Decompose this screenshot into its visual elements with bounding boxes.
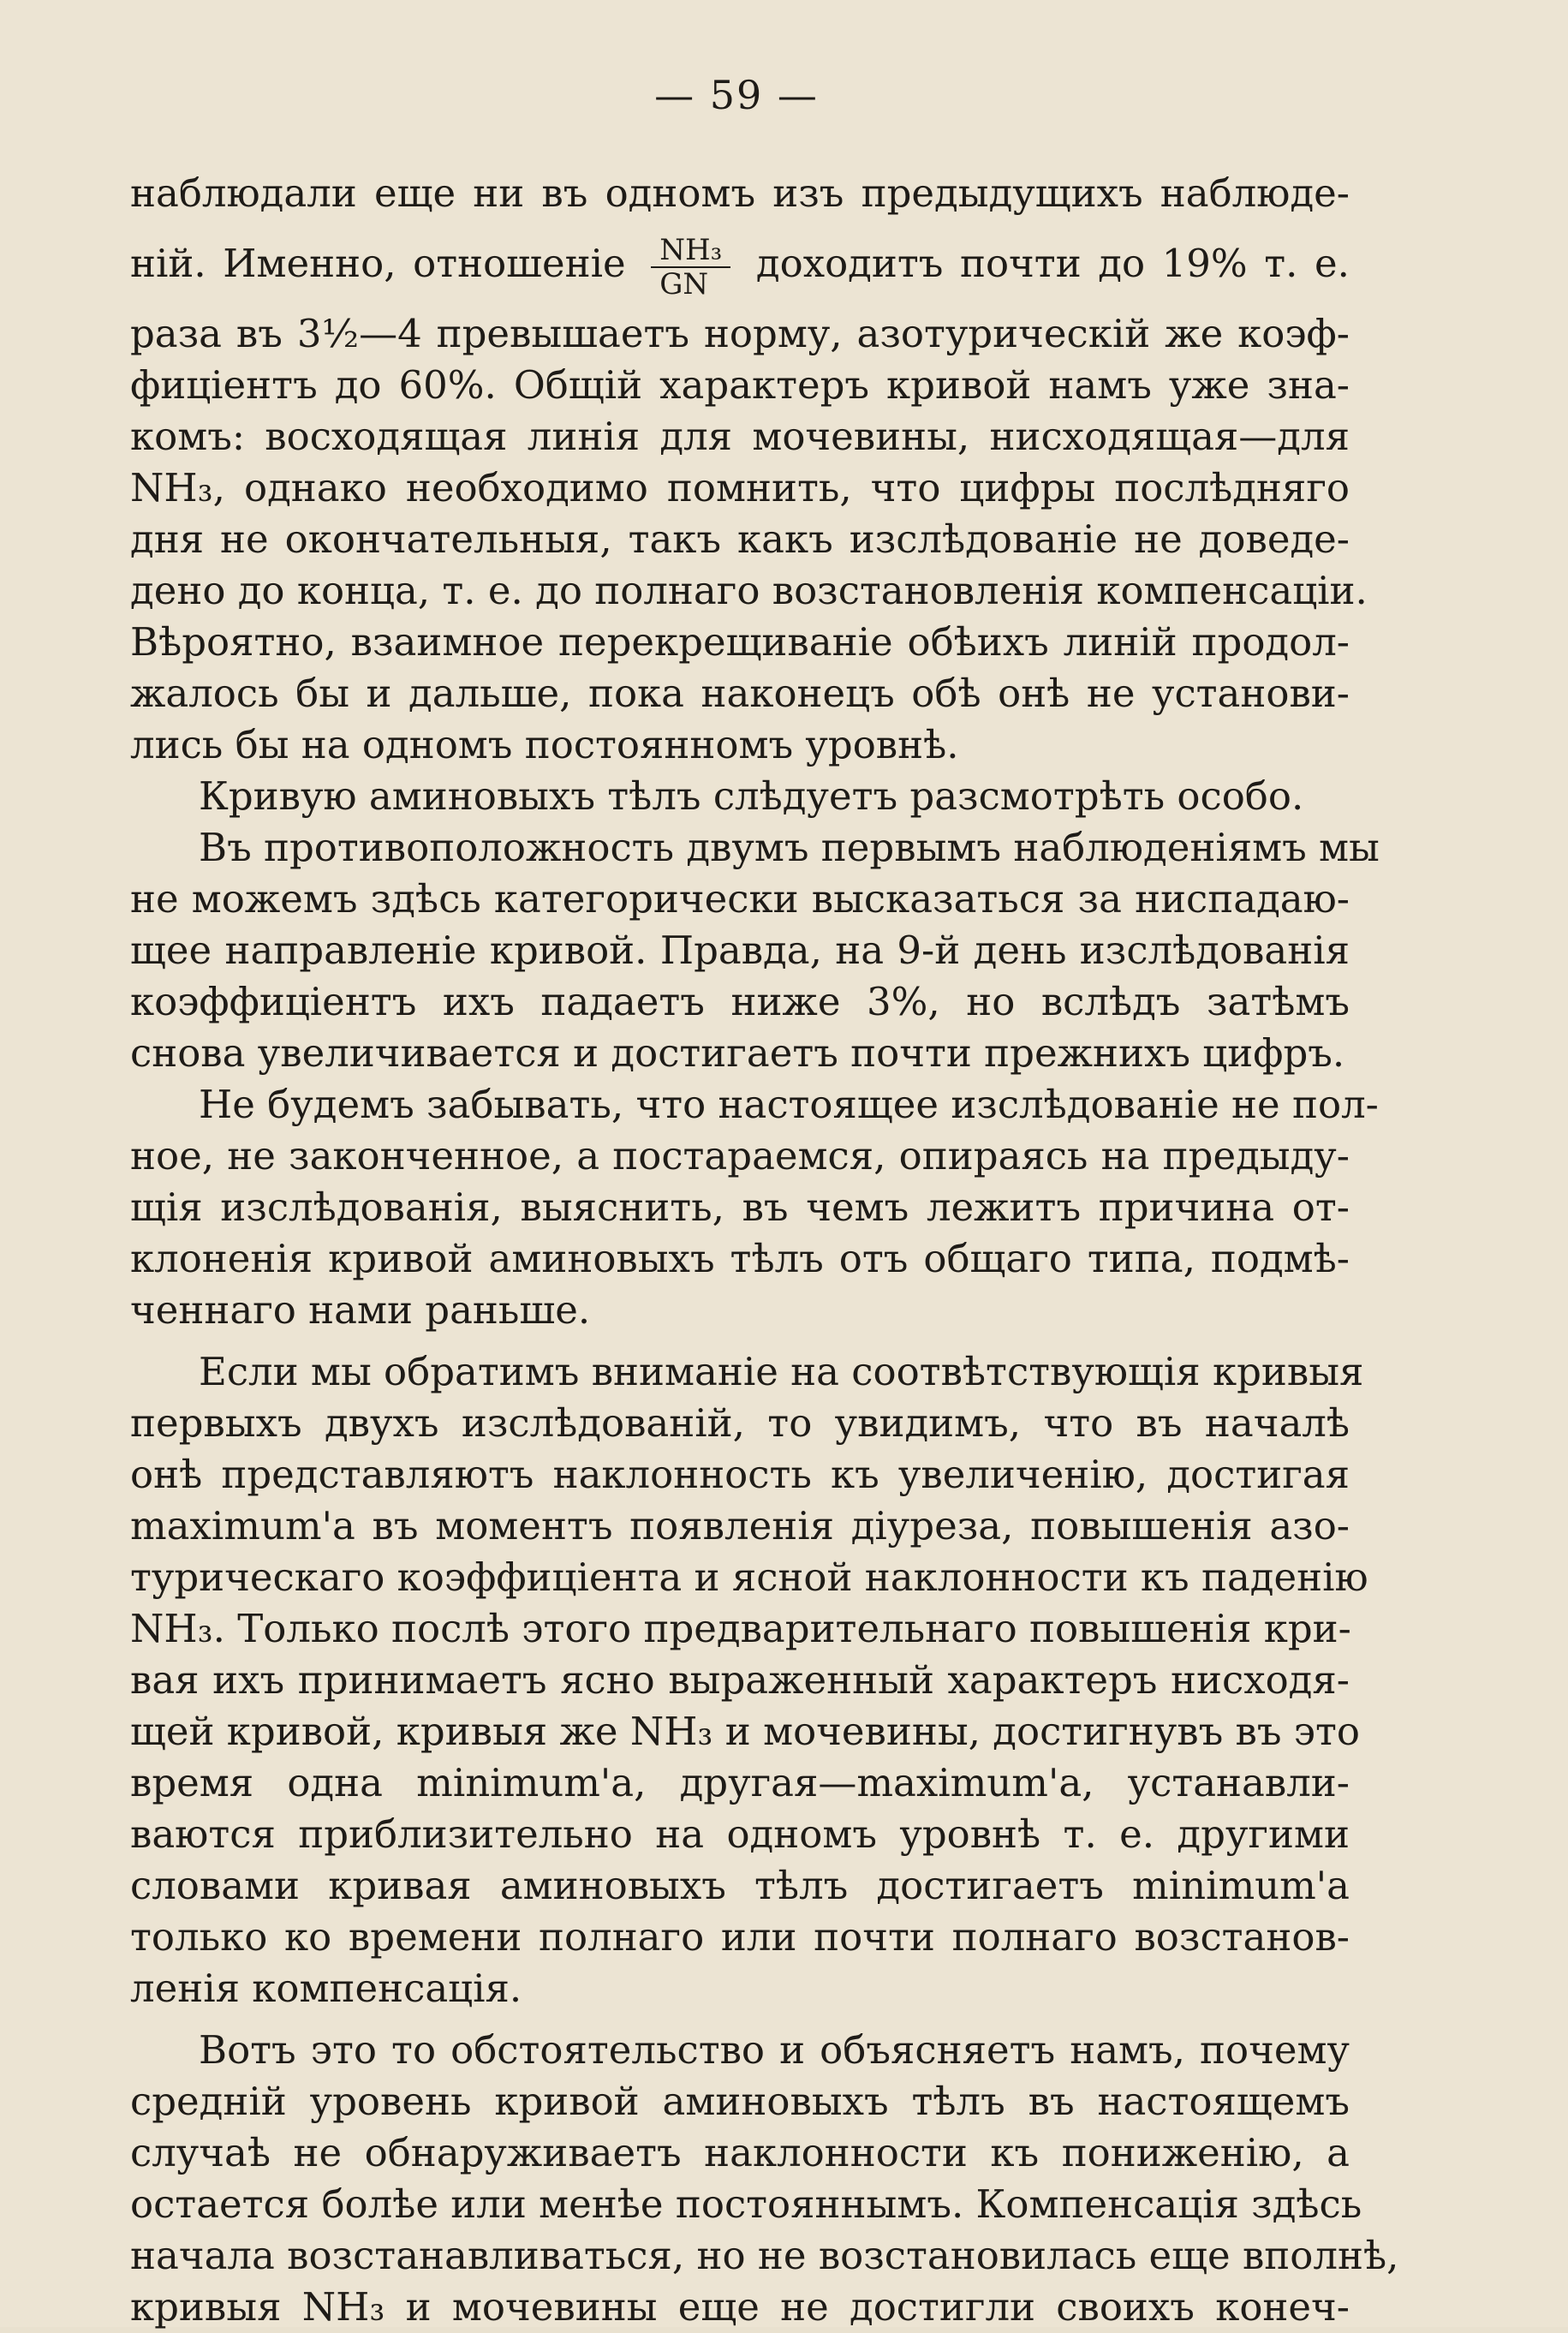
text-line: коэффиціентъ ихъ падаетъ ниже 3%, но вслѣдъ затѣмъ (130, 979, 1350, 1024)
text-line: турическаго коэффиціента и ясной наклонности къ паденію (130, 1554, 1368, 1600)
text-line: Вотъ это то обстоятельство и объясняетъ намъ, почему (199, 2027, 1350, 2073)
text-line: фиціентъ до 60%. Общій характеръ кривой намъ уже зна- (130, 362, 1350, 408)
ratio-fraction (651, 234, 730, 301)
text-line: наблюдали еще ни въ одномъ изъ предыдущихъ наблюде- (130, 170, 1350, 216)
paragraph-gap (130, 1336, 1350, 1346)
text-line: Кривую аминовыхъ тѣлъ слѣдуетъ разсмотрѣть особо. (199, 773, 1304, 819)
text-line: Вѣроятно, взаимное перекрещиваніе обѣихъ линій продол- (130, 619, 1350, 665)
text-line: словами кривая аминовыхъ тѣлъ достигаетъ minimum'а (130, 1863, 1350, 1908)
text-line: онѣ представляютъ наклонность къ увеличенію, достигая (130, 1452, 1350, 1497)
text-line: начала возстанавливаться, но не возстановилась еще вполнѣ, (130, 2233, 1399, 2278)
text-line: раза въ 3½—4 превышаетъ норму, азотурическій же коэф- (130, 311, 1350, 356)
text-line: время одна minimum'а, другая—maximum'а, устанавли- (130, 1760, 1350, 1805)
fraction-denominator: GN (659, 266, 709, 301)
text-line: лись бы на одномъ постоянномъ уровнѣ. (130, 722, 959, 767)
paragraph-gap (130, 2014, 1350, 2025)
text-line: maximum'а въ моментъ появленія діуреза, повышенія азо- (130, 1503, 1350, 1548)
text-line: только ко времени полнаго или почти полнаго возстанов- (130, 1914, 1350, 1960)
text-line: случаѣ не обнаруживаетъ наклонности къ пониженію, а (130, 2130, 1350, 2175)
text-line: дня не окончательныя, такъ какъ изслѣдованіе не доведе- (130, 516, 1350, 562)
text-line: комъ: восходящая линія для мочевины, нисходящая—для (130, 414, 1350, 459)
text-line: дено до конца, т. е. до полнаго возстановленія компенсаціи. (130, 568, 1368, 613)
text-line: снова увеличивается и достигаетъ почти прежнихъ цифръ. (130, 1030, 1345, 1076)
body-text (130, 168, 1399, 2333)
text-line: ченнаго нами раньше. (130, 1287, 591, 1333)
text-line: Въ противоположность двумъ первымъ наблюденіямъ мы (199, 825, 1380, 870)
text-line: не можемъ здѣсь категорически высказаться за ниспадаю- (130, 876, 1350, 922)
text-line: средній уровень кривой аминовыхъ тѣлъ въ настоящемъ (130, 2079, 1350, 2124)
text-line: ное, не законченное, а постараемся, опираясь на предыду- (130, 1133, 1350, 1178)
text-line: кривыя NH₃ и мочевины еще не достигли своихъ конеч- (130, 2284, 1350, 2330)
formula-trail-text: доходитъ почти до 19% т. е. (755, 241, 1350, 286)
text-line: Не будемъ забывать, что настоящее изслѣдованіе не пол- (199, 1082, 1379, 1127)
text-line: ленія компенсація. (130, 1966, 522, 2011)
text-line-with-formula (130, 219, 1350, 308)
text-line: щее направленіе кривой. Правда, на 9-й день изслѣдованія (130, 928, 1350, 973)
formula-lead-text: ній. Именно, отношеніе (130, 241, 626, 286)
fraction-numerator: NH₃ (651, 234, 730, 268)
text-line: щей кривой, кривыя же NH₃ и мочевины, достигнувъ въ это (130, 1709, 1360, 1754)
text-line: Если мы обратимъ вниманіе на соотвѣтствующія кривыя (199, 1349, 1364, 1394)
text-line: первыхъ двухъ изслѣдованій, то увидимъ, что въ началѣ (130, 1400, 1350, 1446)
text-line: NH₃, однако необходимо помнить, что цифры послѣдняго (130, 465, 1350, 510)
text-line: ваются приблизительно на одномъ уровнѣ т. е. другими (130, 1811, 1350, 1857)
text-line: вая ихъ принимаетъ ясно выраженный характеръ нисходя- (130, 1657, 1350, 1703)
text-line: жалось бы и дальше, пока наконецъ обѣ онѣ не установи- (130, 671, 1350, 716)
text-line: клоненія кривой аминовыхъ тѣлъ отъ общаго типа, подмѣ- (130, 1236, 1350, 1281)
text-line: NH₃. Только послѣ этого предварительнаго повышенія кри- (130, 1606, 1351, 1651)
page-number: — 59 — (654, 72, 819, 118)
text-line: остается болѣе или менѣе постояннымъ. Компенсація здѣсь (130, 2181, 1362, 2227)
text-line: щія изслѣдованія, выяснить, въ чемъ лежитъ причина от- (130, 1184, 1350, 1230)
